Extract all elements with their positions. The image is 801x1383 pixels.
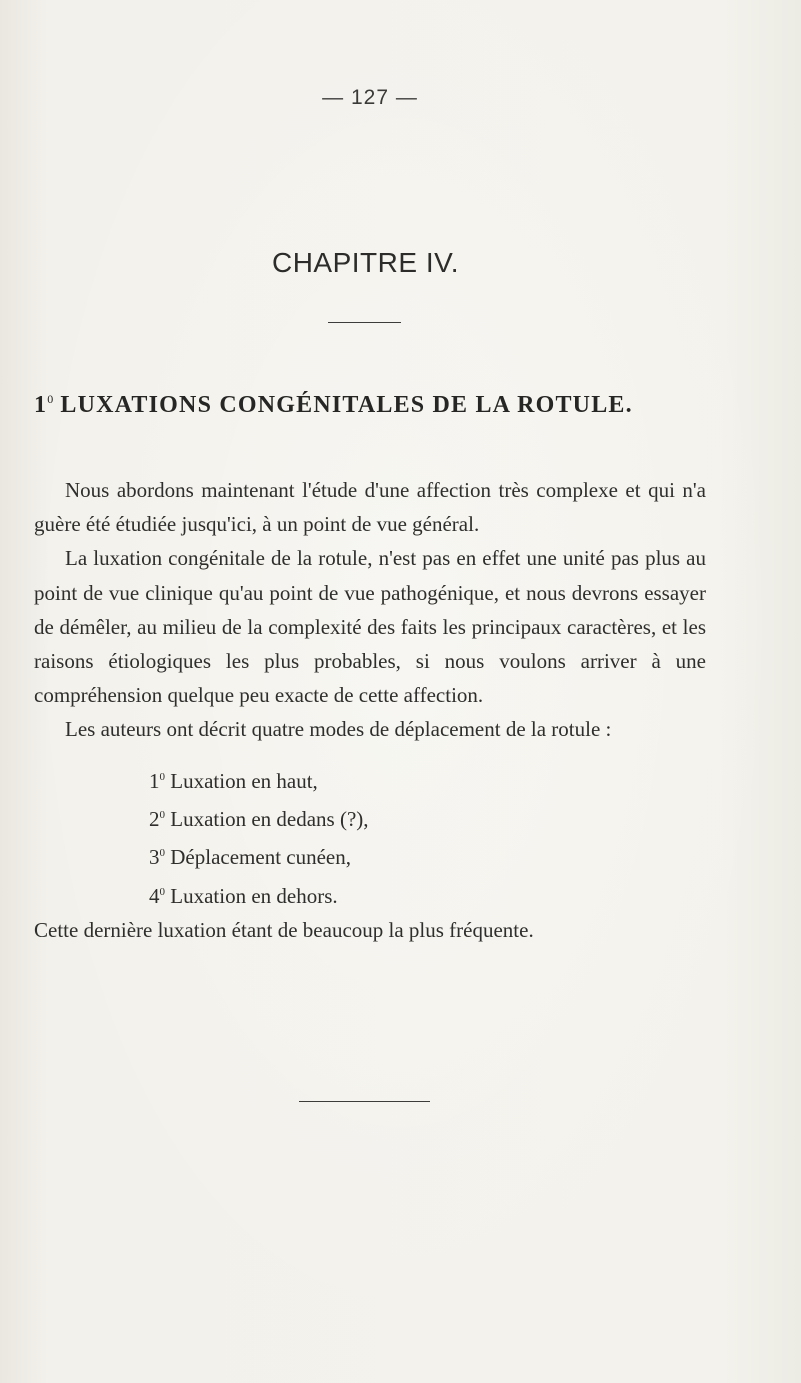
end-divider (299, 1101, 430, 1102)
list-item-text: Luxation en dehors. (165, 883, 338, 908)
closing-paragraph: Cette dernière luxation étant de beaucoup la plus fréquente. (34, 918, 534, 943)
section-title: LUXATIONS CONGÉNITALES DE LA ROTULE. (53, 392, 633, 418)
list-item (34, 875, 706, 913)
list-item-mark: 0 (159, 809, 165, 822)
chapter-title: CHAPITRE IV. (271, 247, 459, 278)
paragraph: Nous abordons maintenant l'étude d'une affection très complexe et qui n'a guère été étudiée jusqu'ici, à un point de vue général. (34, 478, 706, 537)
body-text (34, 473, 706, 947)
paragraph: Les auteurs ont décrit quatre modes de déplacement de la rotule : (65, 717, 612, 742)
list-item-text: Luxation en haut, (165, 768, 318, 793)
list-item (34, 798, 706, 836)
list-item-number: 3 (149, 845, 160, 870)
list-item-number: 1 (149, 768, 160, 793)
title-divider (328, 322, 401, 323)
list-item-mark: 0 (159, 770, 165, 783)
list-item (34, 836, 706, 874)
list-item (34, 760, 706, 798)
paragraph: La luxation congénitale de la rotule, n'est pas en effet une unité pas plus au point de vue clinique qu'au point de vue pathogénique, et nous devrons essayer de démêler, au milieu de la complexité des faits les principaux caractères, et les raisons étiologiques les plus probables, si nous voulons arriver à une compréhension quelque peu exacte de cette affection. (34, 546, 706, 708)
list-item-text: Luxation en dedans (?), (165, 807, 369, 832)
list-item-number: 2 (149, 807, 160, 832)
section-ordinal: 1 (34, 392, 48, 418)
list-item-number: 4 (149, 883, 160, 908)
displacement-list (34, 760, 706, 914)
section-heading (34, 392, 754, 419)
list-item-text: Déplacement cunéen, (165, 845, 351, 870)
list-item-mark: 0 (159, 847, 165, 860)
list-item-mark: 0 (159, 885, 165, 898)
page-number: — 127 — (322, 86, 418, 109)
section-ordinal-mark: 0 (47, 392, 54, 406)
